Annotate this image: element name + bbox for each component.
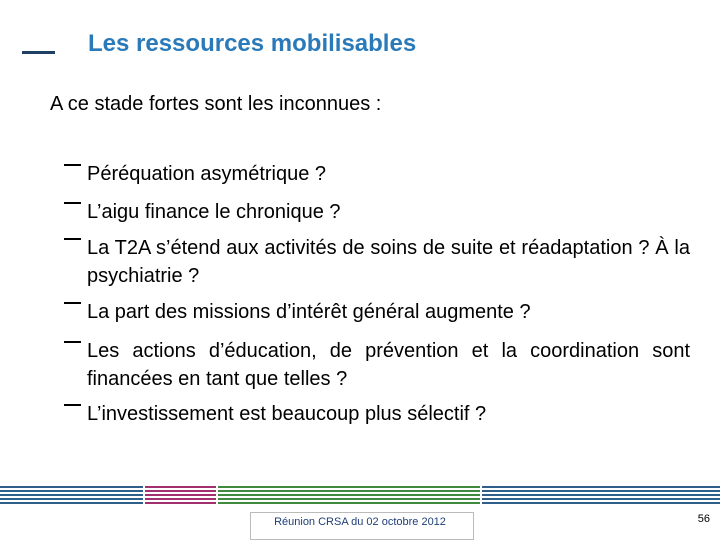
stripe-band-magenta (145, 486, 216, 504)
stripe-band-blue (0, 486, 143, 504)
bullet-text: Les actions d’éducation, de prévention et la coordination sont financées en tant que telles ? (87, 340, 690, 390)
bullet-item (64, 234, 690, 290)
bullet-item (64, 298, 690, 326)
bullet-item (64, 198, 690, 226)
bullet-item (64, 400, 690, 428)
dash-marker (64, 404, 81, 406)
bullet-text: Péréquation asymétrique ? (87, 163, 327, 185)
dash-marker (64, 238, 81, 240)
title-accent-bar (22, 51, 55, 54)
intro-text: A ce stade fortes sont les inconnues : (50, 93, 382, 115)
footer-meeting-label: Réunion CRSA du 02 octobre 2012 (274, 516, 446, 528)
bullet-text: La T2A s’étend aux activités de soins de suite et réadaptation ? À la psychiatrie ? (87, 237, 690, 287)
stripe-band-green (218, 486, 480, 504)
bullet-text: La part des missions d’intérêt général augmente ? (87, 301, 531, 323)
footer-decorative-stripes (0, 486, 720, 506)
slide-title: Les ressources mobilisables (88, 30, 417, 57)
page-number: 56 (697, 513, 710, 525)
stripe-band-blue-right (482, 486, 720, 504)
bullet-item (64, 160, 690, 188)
bullet-text: L’aigu finance le chronique ? (87, 201, 341, 223)
bullet-item (64, 337, 690, 393)
dash-marker (64, 164, 81, 166)
dash-marker (64, 302, 81, 304)
bullet-text: L’investissement est beaucoup plus sélectif ? (87, 403, 487, 425)
dash-marker (64, 341, 81, 343)
dash-marker (64, 202, 81, 204)
